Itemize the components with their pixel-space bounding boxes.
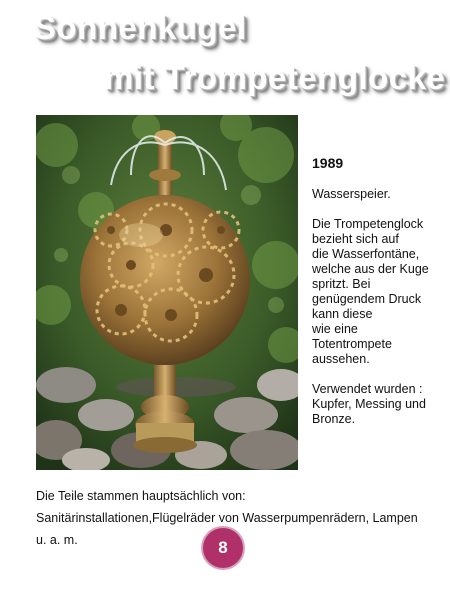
description-line: wie eine bbox=[312, 322, 358, 336]
description-intro: Wasserspeier. bbox=[312, 187, 391, 201]
description-line: genügendem Druck bbox=[312, 292, 422, 306]
description-line: welche aus der Kuge bbox=[312, 262, 429, 276]
description-column bbox=[312, 156, 450, 442]
page-number-badge: 8 bbox=[203, 528, 243, 568]
materials-paragraph bbox=[312, 382, 450, 427]
parts-source-list: Sanitärinstallationen,Flügelräder von Wasserpumpenrädern, Lampen bbox=[36, 511, 418, 525]
title-line-1: Sonnenkugel bbox=[34, 9, 247, 46]
description-paragraph bbox=[312, 217, 450, 367]
title-line-2: mit Trompetenglocke bbox=[104, 59, 446, 96]
description-line: die Wasserfontäne, bbox=[312, 247, 420, 261]
description-line: kann diese bbox=[312, 307, 373, 321]
parts-source-etc: u. a. m. bbox=[36, 533, 78, 547]
description-line: Totentrompete bbox=[312, 337, 392, 351]
description-line: Die Trompetenglock bbox=[312, 217, 424, 231]
description-line: aussehen. bbox=[312, 352, 370, 366]
parts-source-heading: Die Teile stammen hauptsächlich von: bbox=[36, 489, 246, 503]
materials-line: Verwendet wurden : bbox=[312, 382, 423, 396]
sculpture-photo bbox=[36, 115, 298, 470]
description-line: bezieht sich auf bbox=[312, 232, 399, 246]
year-label: 1989 bbox=[312, 156, 344, 171]
materials-line: Bronze. bbox=[312, 412, 356, 426]
description-line: spritzt. Bei bbox=[312, 277, 371, 291]
materials-line: Kupfer, Messing und bbox=[312, 397, 426, 411]
